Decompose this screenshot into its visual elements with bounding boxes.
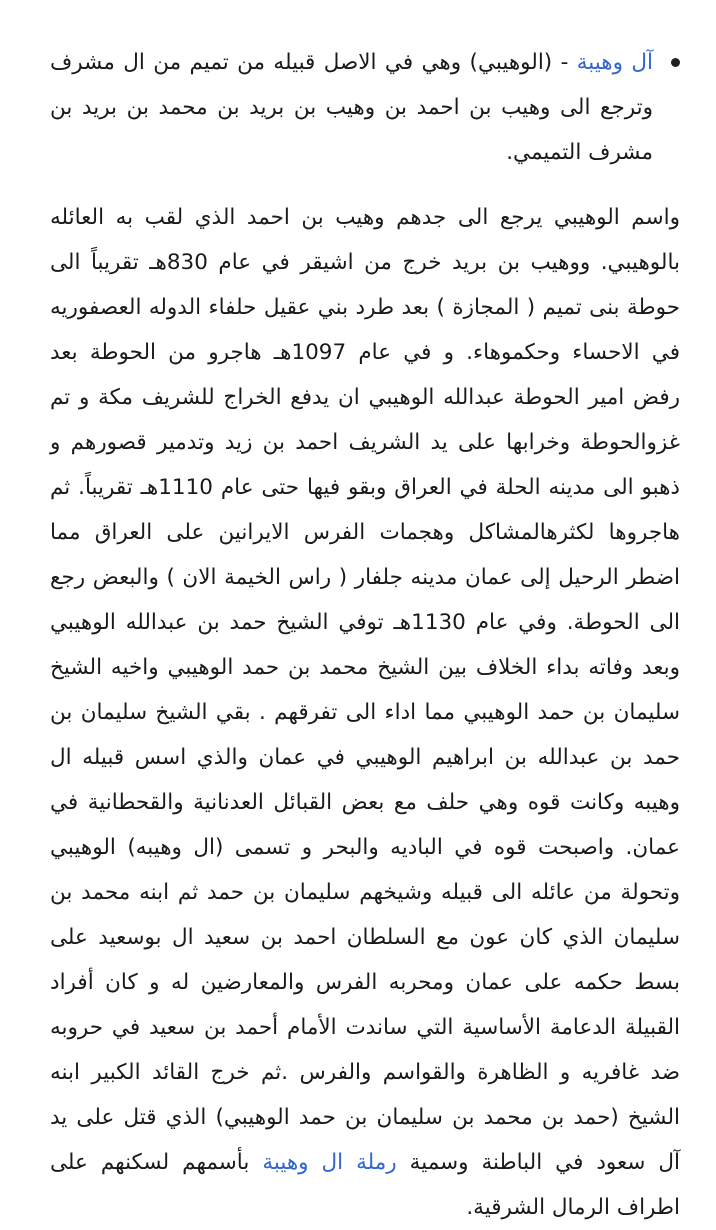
ramlat-al-wahiba-link[interactable]: رملة ال وهيبة	[262, 1150, 397, 1175]
al-wahiba-link[interactable]: آل وهيبة	[576, 50, 654, 75]
entry-separator: -	[552, 50, 577, 75]
history-paragraph	[50, 195, 680, 1230]
list-item	[50, 40, 680, 175]
entry-text	[50, 40, 653, 175]
paragraph-text-before-link: واسم الوهيبي يرجع الى جدهم وهيب بن احمد الذي لقب به العائله بالوهيبي. ووهيب بن بريد خرج من اشيقر في عام 830هـ تقريباً الى حوطة بنى تميم ( المجازة ) بعد طرد بني عقيل حلفاء الدوله العصفوريه في الاحساء وحكموهاء. و في عام 1097هـ هاجرو من الحوطة بعد رفض امير الحوطة عبدالله الوهيبي ان يدفع الخراج للشريف مكة و تم غزوالحوطة وخرابها على يد الشريف احمد بن زيد وتدمير قصورهم و ذهبو الى مدينه الحلة في العراق وبقو فيها حتى عام 1110هـ تقريباً. ثم هاجروها لكثرهالمشاكل وهجمات الفرس الايرانين على العراق مما اضطر الرحيل إلى عمان مدينه جلفار ( راس الخيمة الان ) والبعض رجع الى الحوطة. وفي عام 1130هـ توفي الشيخ حمد بن عبدالله الوهيبي وبعد وفاته بداء الخلاف بين الشيخ محمد بن حمد الوهيبي واخيه الشيخ سليمان بن حمد الوهيبي مما اداء الى تفرقهم . بقي الشيخ سليمان بن حمد بن عبدالله بن ابراهيم الوهيبي في عمان والذي اسس قبيله ال وهيبه وكانت قوه وهي حلف مع بعض القبائل العدنانية والقحطانية في عمان. واصبحت قوه في الباديه والبحر و تسمى (ال وهيبه) الوهيبي وتحولة من عائله الى قبيله وشيخهم سليمان بن حمد ثم ابنه محمد بن سليمان الذي كان عون مع السلطان احمد بن سعيد ال بوسعيد على بسط حكمه على عمان ومحربه الفرس والمعارضين له و كان أفراد القبيلة الدعامة الأساسية التي ساندت الأمام أحمد بن سعيد في حروبه ضد غافريه و الظاهرة والقواسم والفرس .ثم خرج القائد الكبير ابنه الشيخ (حمد بن محمد بن سليمان بن حمد الوهيبي) الذي قتل على يد آل سعود في الباطنة وسمية	[50, 205, 681, 1175]
bullet-icon	[671, 58, 680, 67]
entry-description: (الوهيبي) وهي في الاصل قبيله من تميم من ال مشرف وترجع الى وهيب بن احمد بن وهيب بن بريد بن محمد بن بريد بن مشرف التميمي.	[50, 50, 653, 165]
paragraph-text-after-link: بأسمهم لسكنهم على اطراف الرمال الشرقية.	[50, 1150, 680, 1220]
